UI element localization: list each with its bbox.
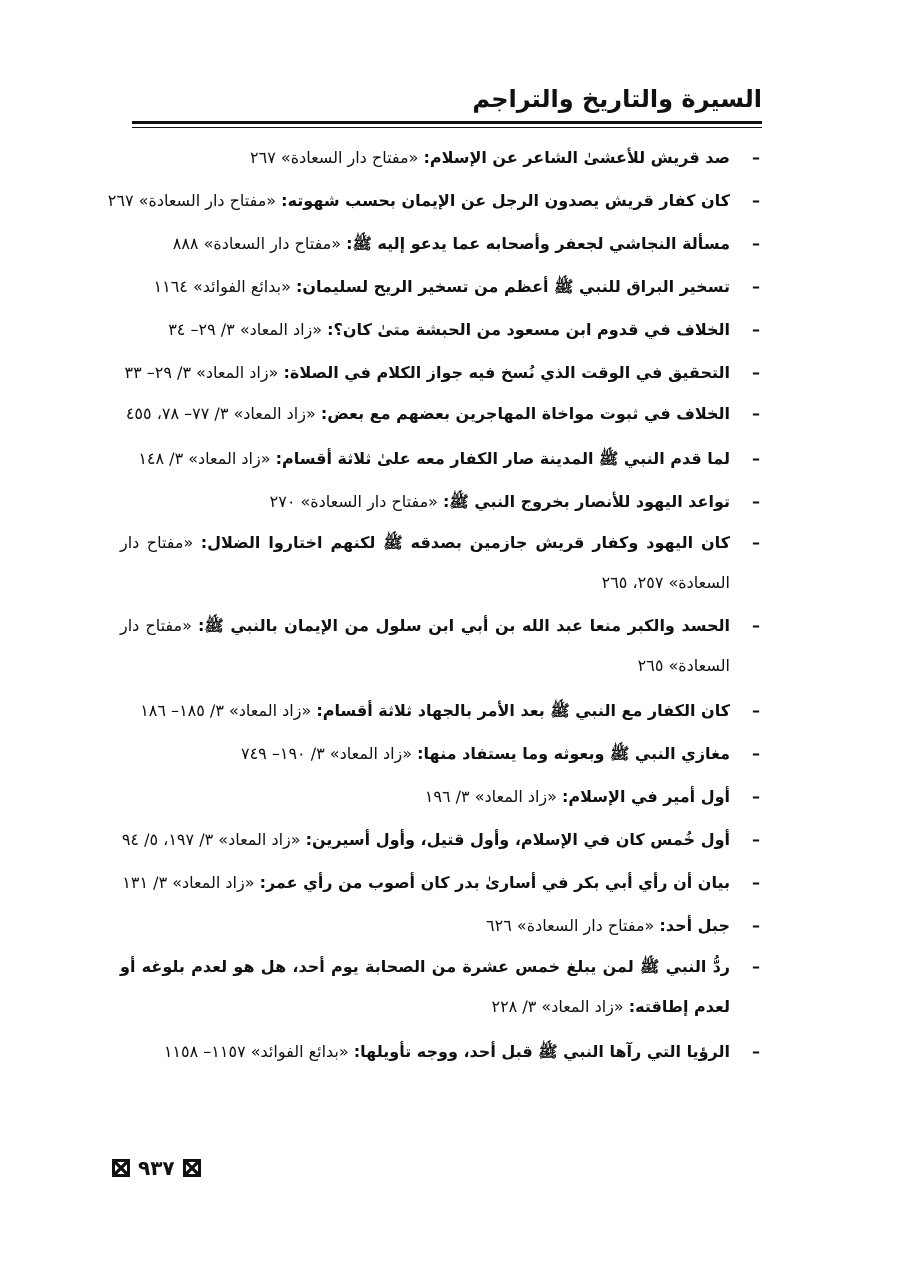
entry-topic: مغازي النبي ﷺ وبعوثه وما يستفاد منها: <box>417 744 730 763</box>
index-entry <box>120 606 760 686</box>
index-entry <box>120 308 760 351</box>
entry-topic: مسألة النجاشي لجعفر وأصحابه عما يدعو إليه ﷺ: <box>346 234 730 253</box>
entry-topic: الخلاف في ثبوت مواخاة المهاجرين بعضهم مع بعض: <box>320 404 730 423</box>
entry-topic: التحقيق في الوقت الذي نُسخ فيه جواز الكلام في الصلاة: <box>283 363 730 382</box>
index-entry <box>120 818 760 861</box>
entry-topic: الخلاف في قدوم ابن مسعود من الحبشة متىٰ كان؟: <box>327 320 730 339</box>
index-entry <box>120 1030 760 1073</box>
entry-dash: – <box>752 492 760 511</box>
entry-dash: – <box>752 404 760 423</box>
entry-dash: – <box>752 191 760 210</box>
entry-dash: – <box>752 787 760 806</box>
entry-dash: – <box>752 533 760 552</box>
entry-dash: – <box>752 873 760 892</box>
entry-reference: «زاد المعاد» ٣/ ٢٩– ٣٣ <box>124 363 284 382</box>
entry-reference: «زاد المعاد» ٣/ ١٣١ <box>122 873 260 892</box>
entry-topic: أول خُمس كان في الإسلام، وأول قتيل، وأول أسيرين: <box>305 830 730 849</box>
entry-topic: لما قدم النبي ﷺ المدينة صار الكفار معه علىٰ ثلاثة أقسام: <box>275 449 730 468</box>
entry-topic: كان اليهود وكفار قريش جازمين بصدقه ﷺ لكنهم اختاروا الضلال: <box>200 533 730 552</box>
entry-topic: تواعد اليهود للأنصار بخروج النبي ﷺ: <box>443 492 730 511</box>
entry-dash: – <box>752 234 760 253</box>
header-rule-thin <box>132 127 762 128</box>
entry-reference: «زاد المعاد» ٣/ ٢٩– ٣٤ <box>168 320 328 339</box>
index-entry-list <box>107 136 760 1073</box>
entry-dash: – <box>752 320 760 339</box>
index-entry <box>120 480 760 523</box>
header-rule-thick <box>132 121 762 124</box>
entry-reference: «زاد المعاد» ٣/ ١٩٠– ٧٤٩ <box>240 744 418 763</box>
entry-reference: «زاد المعاد» ٣/ ١٨٥– ١٨٦ <box>140 701 317 720</box>
index-entry <box>120 732 760 775</box>
page-header-title: السيرة والتاريخ والتراجم <box>472 85 762 113</box>
entry-dash: – <box>752 449 760 468</box>
entry-reference: «زاد المعاد» ٣/ ٢٢٨ <box>491 997 629 1016</box>
index-entry <box>120 775 760 818</box>
entry-topic: كان كفار قريش يصدون الرجل عن الإيمان بحسب شهوته: <box>281 191 730 210</box>
entry-topic: أول أمير في الإسلام: <box>562 787 730 806</box>
index-entry <box>120 523 760 603</box>
index-entry <box>120 394 760 434</box>
entry-reference: «مفتاح دار السعادة» ٦٢٦ <box>486 916 660 935</box>
entry-dash: – <box>752 957 760 976</box>
ornament-icon <box>112 1159 130 1177</box>
entry-dash: – <box>752 916 760 935</box>
entry-topic: الحسد والكبر منعا عبد الله بن أبي ابن سلول من الإيمان بالنبي ﷺ: <box>198 616 731 635</box>
entry-dash: – <box>752 148 760 167</box>
index-entry <box>120 136 760 179</box>
entry-reference: «مفتاح دار السعادة» ٢٧٠ <box>269 492 444 511</box>
index-entry <box>120 689 760 732</box>
index-entry <box>120 222 760 265</box>
entry-dash: – <box>752 701 760 720</box>
page-number-footer <box>112 1156 201 1180</box>
entry-reference: «مفتاح دار السعادة» ٢٥٧، ٢٦٥ <box>120 533 730 592</box>
entry-reference: «مفتاح دار السعادة» ٢٦٧ <box>250 148 424 167</box>
entry-dash: – <box>752 277 760 296</box>
entry-dash: – <box>752 830 760 849</box>
entry-topic: جبل أحد: <box>659 916 730 935</box>
entry-reference: «زاد المعاد» ٣/ ٧٧– ٧٨، ٤٥٥ <box>125 404 321 423</box>
entry-dash: – <box>752 744 760 763</box>
entry-reference: «مفتاح دار السعادة» ٢٦٥ <box>120 616 730 675</box>
index-entry <box>120 351 760 394</box>
entry-topic: كان الكفار مع النبي ﷺ بعد الأمر بالجهاد ثلاثة أقسام: <box>316 701 730 720</box>
index-entry <box>120 265 760 308</box>
entry-reference: «بدائع الفوائد» ١١٥٧– ١١٥٨ <box>163 1042 354 1061</box>
entry-reference: «بدائع الفوائد» ١١٦٤ <box>153 277 296 296</box>
entry-reference: «زاد المعاد» ٣/ ١٤٨ <box>138 449 276 468</box>
ornament-icon <box>183 1159 201 1177</box>
index-entry <box>120 904 760 947</box>
index-entry <box>120 437 760 480</box>
entry-dash: – <box>752 616 760 635</box>
index-entry <box>120 861 760 904</box>
entry-reference: «مفتاح دار السعادة» ٢٦٧ <box>107 191 282 210</box>
entry-reference: «زاد المعاد» ٣/ ١٩٧، ٥/ ٩٤ <box>121 830 306 849</box>
page-number: ٩٣٧ <box>138 1156 175 1180</box>
entry-topic: بيان أن رأي أبي بكر في أسارىٰ بدر كان أصوب من رأي عمر: <box>259 873 730 892</box>
entry-topic: ردُّ النبي ﷺ لمن يبلغ خمس عشرة من الصحابة يوم أحد، هل هو لعدم بلوغه أو لعدم إطاقته: <box>120 957 730 1016</box>
index-entry <box>107 179 760 222</box>
entry-topic: الرؤيا التي رآها النبي ﷺ قبل أحد، ووجه تأويلها: <box>353 1042 730 1061</box>
entry-reference: «زاد المعاد» ٣/ ١٩٦ <box>424 787 563 806</box>
index-entry <box>120 947 760 1027</box>
entry-reference: «مفتاح دار السعادة» ٨٨٨ <box>172 234 347 253</box>
entry-topic: تسخير البراق للنبي ﷺ أعظم من تسخير الريح لسليمان: <box>295 277 730 296</box>
entry-topic: صد قريش للأعشىٰ الشاعر عن الإسلام: <box>423 148 730 167</box>
entry-dash: – <box>752 363 760 382</box>
entry-dash: – <box>752 1042 760 1061</box>
